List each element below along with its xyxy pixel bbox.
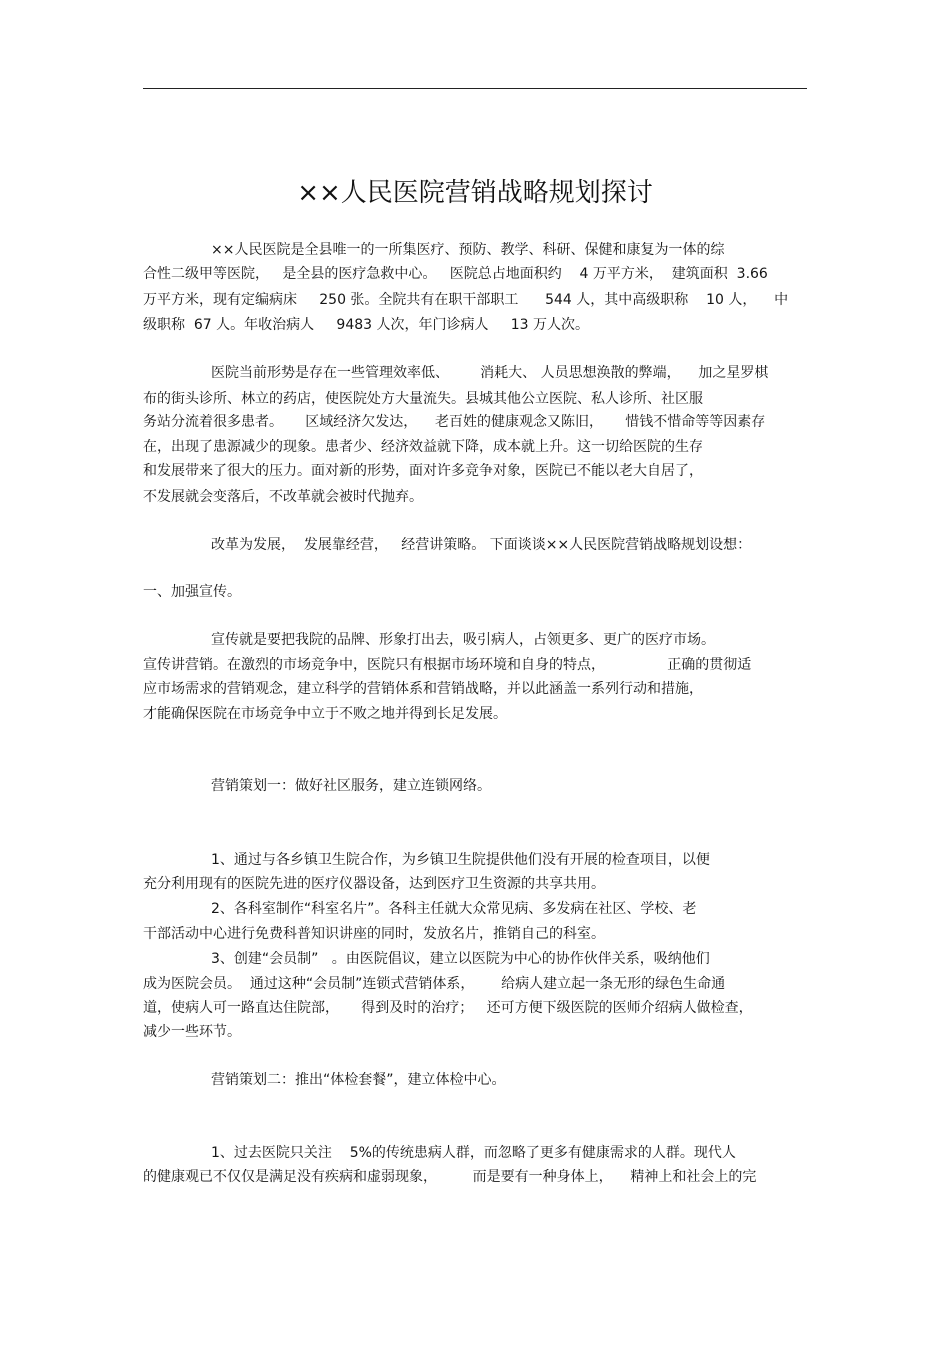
text-line: 的健康观已不仅仅是满足没有疾病和虚弱现象， 而是要有一种身体上， 精神上和社会上的完 (143, 1169, 757, 1185)
text-line: 级职称 67 人。年收治病人 9483 人次，年门诊病人 13 万人次。 (143, 317, 590, 333)
text-line: 和发展带来了很大的压力。面对新的形势，面对许多竞争对象，医院已不能以老大自居了， (143, 463, 703, 479)
text-line: ××人民医院是全县唯一的一所集医疗、预防、教学、科研、保健和康复为一体的综 (211, 242, 725, 258)
text-line: 道，使病人可一路直达住院部， 得到及时的治疗； 还可方便下级医院的医师介绍病人做检查， (143, 1000, 753, 1016)
text-line: 才能确保医院在市场竞争中立于不败之地并得到长足发展。 (143, 706, 507, 722)
text-line: 务站分流着很多患者。 区域经济欠发达， 老百姓的健康观念又陈旧， 惜钱不惜命等等因素存 (143, 414, 766, 430)
text-line: 宣传讲营销。在激烈的市场竞争中，医院只有根据市场环境和自身的特点， 正确的贯彻适 (143, 657, 752, 673)
text-line: 在，出现了患源减少的现象。患者少、经济效益就下降，成本就上升。这一切给医院的生存 (143, 439, 703, 455)
subsection-heading: 营销策划一：做好社区服务，建立连锁网络。 (211, 778, 491, 794)
text-line: 合性二级甲等医院， 是全县的医疗急救中心。 医院总占地面积约 4 万平方米， 建筑面积 3.66 (143, 266, 768, 282)
text-line: 1、过去医院只关注 5%的传统患病人群，而忽略了更多有健康需求的人群。现代人 (211, 1145, 736, 1161)
text-line: 2、各科室制作“科室名片”。各科主任就大众常见病、多发病在社区、学校、老 (211, 901, 697, 917)
text-line: 充分利用现有的医院先进的医疗仪器设备，达到医疗卫生资源的共享共用。 (143, 876, 605, 892)
text-line: 1、通过与各乡镇卫生院合作，为乡镇卫生院提供他们没有开展的检查项目，以便 (211, 852, 710, 868)
section-heading: 一、加强宣传。 (143, 584, 241, 600)
text-line: 布的街头诊所、林立的药店，使医院处方大量流失。县城其他公立医院、私人诊所、社区服 (143, 391, 703, 407)
text-line: 减少一些环节。 (143, 1024, 241, 1040)
header-rule (143, 88, 807, 89)
subsection-heading: 营销策划二：推出“体检套餐”，建立体检中心。 (211, 1072, 506, 1088)
text-line: 成为医院会员。 通过这种“会员制”连锁式营销体系， 给病人建立起一条无形的绿色生命通 (143, 976, 726, 992)
text-line: 医院当前形势是存在一些管理效率低、 消耗大、 人员思想涣散的弊端， 加之星罗棋 (211, 365, 769, 381)
text-line: 干部活动中心进行免费科普知识讲座的同时，发放名片，推销自己的科室。 (143, 926, 605, 942)
text-line: 改革为发展， 发展靠经营， 经营讲策略。 下面谈谈××人民医院营销战略规划设想： (211, 537, 752, 553)
text-line: 3、创建“会员制” 。由医院倡议，建立以医院为中心的协作伙伴关系，吸纳他们 (211, 951, 710, 967)
text-line: 应市场需求的营销观念，建立科学的营销体系和营销战略，并以此涵盖一系列行动和措施， (143, 681, 703, 697)
text-line: 不发展就会变落后，不改革就会被时代抛弃。 (143, 489, 423, 505)
text-line: 万平方米，现有定编病床 250 张。全院共有在职干部职工 544 人，其中高级职称 10 人， 中 (143, 292, 789, 308)
document-title: ××人民医院营销战略规划探讨 (297, 178, 653, 208)
text-line: 宣传就是要把我院的品牌、形象打出去，吸引病人，占领更多、更广的医疗市场。 (211, 632, 715, 648)
